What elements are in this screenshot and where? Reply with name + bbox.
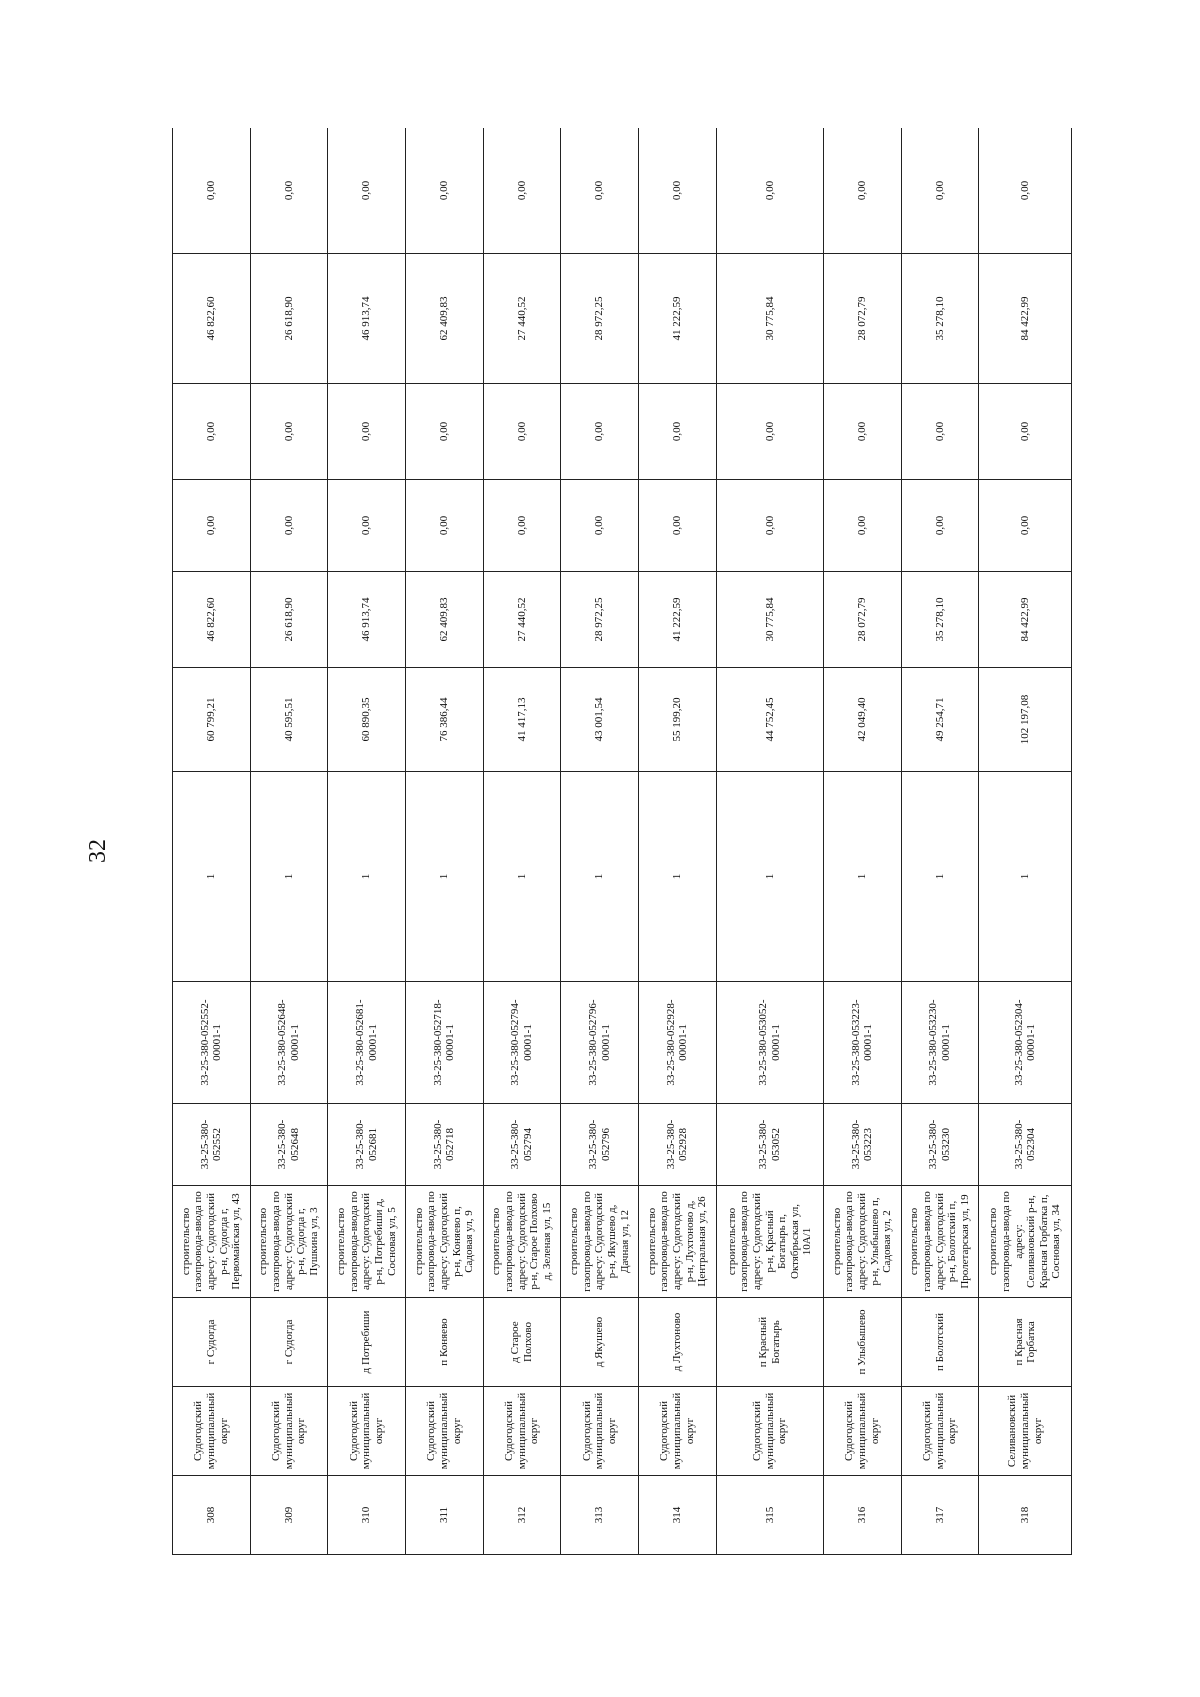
cell-code: 33-25-380-052552-00001-1 xyxy=(173,982,251,1104)
cell-value-1: 0,00 xyxy=(639,480,717,572)
cell-row-number: 315 xyxy=(716,1476,823,1555)
cell-district: Селивановский муниципальный округ xyxy=(979,1387,1072,1476)
cell-value-3: 0,00 xyxy=(250,128,328,254)
cell-locality: г Судогда xyxy=(250,1298,328,1387)
cell-locality: д Лухтоново xyxy=(639,1298,717,1387)
cell-value-2: 0,00 xyxy=(901,384,979,480)
cell-count: 1 xyxy=(328,772,406,982)
table-row xyxy=(250,128,328,1555)
cell-district: Судогодский муниципальный округ xyxy=(716,1387,823,1476)
cell-value-1: 0,00 xyxy=(483,480,561,572)
cell-description: строительство газопровода-ввода по адресу: Судогодский р-н, Судогда г, Первомайская ул, 43 xyxy=(173,1186,251,1298)
cell-count: 1 xyxy=(979,772,1072,982)
table-row xyxy=(328,128,406,1555)
cell-code: 33-25-380-053230-00001-1 xyxy=(901,982,979,1104)
cell-code: 33-25-380-053223-00001-1 xyxy=(824,982,902,1104)
cell-count: 1 xyxy=(250,772,328,982)
cell-code: 33-25-380-052796-00001-1 xyxy=(561,982,639,1104)
cell-amount: 27 440,52 xyxy=(483,572,561,668)
cell-description: строительство газопровода-ввода по адресу: Судогодский р-н, Потребиши д, Сосновая ул, 5 xyxy=(328,1186,406,1298)
cell-value-3: 0,00 xyxy=(328,128,406,254)
cell-amount: 41 222,59 xyxy=(639,572,717,668)
cell-value-2: 0,00 xyxy=(328,384,406,480)
cell-code: 33-25-380-052648-00001-1 xyxy=(250,982,328,1104)
cell-amount-2: 28 972,25 xyxy=(561,254,639,384)
cell-code: 33-25-380-052681-00001-1 xyxy=(328,982,406,1104)
cell-amount-2: 26 618,90 xyxy=(250,254,328,384)
table-row xyxy=(901,128,979,1555)
cell-locality: г Судогда xyxy=(173,1298,251,1387)
cell-code: 33-25-380-053052-00001-1 xyxy=(716,982,823,1104)
page-number: 32 xyxy=(85,839,111,863)
cell-amount-2: 27 440,52 xyxy=(483,254,561,384)
cell-district: Судогодский муниципальный округ xyxy=(250,1387,328,1476)
cell-object-id: 33-25-380-053223 xyxy=(824,1104,902,1186)
cell-description: строительство газопровода-ввода по адресу: Судогодский р-н, Улыбышево п, Садовая ул, 2 xyxy=(824,1186,902,1298)
cell-locality: п Красный Богатырь xyxy=(716,1298,823,1387)
cell-row-number: 312 xyxy=(483,1476,561,1555)
cell-district: Судогодский муниципальный округ xyxy=(483,1387,561,1476)
cell-row-number: 310 xyxy=(328,1476,406,1555)
cell-code: 33-25-380-052794-00001-1 xyxy=(483,982,561,1104)
cell-total-cost: 55 199,20 xyxy=(639,668,717,772)
registry-table-rotated xyxy=(172,128,1072,1555)
cell-row-number: 313 xyxy=(561,1476,639,1555)
cell-value-2: 0,00 xyxy=(250,384,328,480)
cell-value-1: 0,00 xyxy=(406,480,484,572)
cell-value-3: 0,00 xyxy=(824,128,902,254)
cell-object-id: 33-25-380-053230 xyxy=(901,1104,979,1186)
table-row xyxy=(716,128,823,1555)
cell-row-number: 309 xyxy=(250,1476,328,1555)
cell-code: 33-25-380-052304-00001-1 xyxy=(979,982,1072,1104)
cell-row-number: 316 xyxy=(824,1476,902,1555)
cell-count: 1 xyxy=(483,772,561,982)
cell-total-cost: 76 386,44 xyxy=(406,668,484,772)
cell-value-1: 0,00 xyxy=(561,480,639,572)
cell-amount: 35 278,10 xyxy=(901,572,979,668)
cell-value-2: 0,00 xyxy=(716,384,823,480)
cell-total-cost: 41 417,13 xyxy=(483,668,561,772)
cell-row-number: 318 xyxy=(979,1476,1072,1555)
cell-value-2: 0,00 xyxy=(639,384,717,480)
registry-table xyxy=(172,128,1072,1555)
cell-amount-2: 46 913,74 xyxy=(328,254,406,384)
table-row xyxy=(561,128,639,1555)
cell-count: 1 xyxy=(561,772,639,982)
cell-amount-2: 46 822,60 xyxy=(173,254,251,384)
cell-row-number: 311 xyxy=(406,1476,484,1555)
cell-code: 33-25-380-052928-00001-1 xyxy=(639,982,717,1104)
cell-description: строительство газопровода-ввода по адресу: Судогодский р-н, Красный Богатырь п, Октябрьская ул, 10А/1 xyxy=(716,1186,823,1298)
cell-description: строительство газопровода-ввода по адресу: Селивановский р-н, Красная Горбатка п, Сосновая ул, 34 xyxy=(979,1186,1072,1298)
cell-district: Судогодский муниципальный округ xyxy=(639,1387,717,1476)
cell-value-3: 0,00 xyxy=(639,128,717,254)
cell-description: строительство газопровода-ввода по адресу: Судогодский р-н, Старое Полхово д, Зеленая ул, 15 xyxy=(483,1186,561,1298)
cell-value-1: 0,00 xyxy=(250,480,328,572)
cell-code: 33-25-380-052718-00001-1 xyxy=(406,982,484,1104)
cell-value-1: 0,00 xyxy=(173,480,251,572)
cell-row-number: 308 xyxy=(173,1476,251,1555)
table-row xyxy=(483,128,561,1555)
cell-locality: д Старое Полхово xyxy=(483,1298,561,1387)
cell-locality: д Потребиши xyxy=(328,1298,406,1387)
cell-value-2: 0,00 xyxy=(824,384,902,480)
cell-locality: д Якушево xyxy=(561,1298,639,1387)
cell-object-id: 33-25-380-052552 xyxy=(173,1104,251,1186)
cell-count: 1 xyxy=(406,772,484,982)
cell-total-cost: 60 799,21 xyxy=(173,668,251,772)
cell-description: строительство газопровода-ввода по адресу: Судогодский р-н, Якушево д, Дачная ул, 12 xyxy=(561,1186,639,1298)
table-row xyxy=(406,128,484,1555)
cell-amount: 28 972,25 xyxy=(561,572,639,668)
cell-count: 1 xyxy=(901,772,979,982)
cell-row-number: 314 xyxy=(639,1476,717,1555)
table-row xyxy=(639,128,717,1555)
cell-district: Судогодский муниципальный округ xyxy=(901,1387,979,1476)
cell-locality: п Коняево xyxy=(406,1298,484,1387)
cell-amount-2: 41 222,59 xyxy=(639,254,717,384)
cell-district: Судогодский муниципальный округ xyxy=(328,1387,406,1476)
cell-total-cost: 102 197,08 xyxy=(979,668,1072,772)
cell-locality: п Красная Горбатка xyxy=(979,1298,1072,1387)
cell-amount: 30 775,84 xyxy=(716,572,823,668)
cell-total-cost: 49 254,71 xyxy=(901,668,979,772)
cell-amount: 84 422,99 xyxy=(979,572,1072,668)
cell-value-1: 0,00 xyxy=(901,480,979,572)
cell-row-number: 317 xyxy=(901,1476,979,1555)
cell-object-id: 33-25-380-052718 xyxy=(406,1104,484,1186)
cell-district: Судогодский муниципальный округ xyxy=(561,1387,639,1476)
cell-value-2: 0,00 xyxy=(173,384,251,480)
cell-count: 1 xyxy=(716,772,823,982)
cell-value-3: 0,00 xyxy=(716,128,823,254)
cell-value-3: 0,00 xyxy=(901,128,979,254)
cell-count: 1 xyxy=(639,772,717,982)
cell-value-1: 0,00 xyxy=(824,480,902,572)
cell-locality: п Болотский xyxy=(901,1298,979,1387)
cell-value-3: 0,00 xyxy=(483,128,561,254)
cell-value-2: 0,00 xyxy=(406,384,484,480)
cell-amount: 62 409,83 xyxy=(406,572,484,668)
table-row xyxy=(173,128,251,1555)
cell-amount: 46 913,74 xyxy=(328,572,406,668)
cell-value-3: 0,00 xyxy=(173,128,251,254)
cell-count: 1 xyxy=(173,772,251,982)
cell-description: строительство газопровода-ввода по адресу: Судогодский р-н, Коняево п, Садовая ул, 9 xyxy=(406,1186,484,1298)
cell-value-3: 0,00 xyxy=(561,128,639,254)
cell-description: строительство газопровода-ввода по адресу: Судогодский р-н, Болотский п, Пролетарская ул, 19 xyxy=(901,1186,979,1298)
cell-object-id: 33-25-380-052928 xyxy=(639,1104,717,1186)
cell-count: 1 xyxy=(824,772,902,982)
cell-object-id: 33-25-380-052304 xyxy=(979,1104,1072,1186)
cell-description: строительство газопровода-ввода по адресу: Судогодский р-н, Судогда г, Пушкина ул, 3 xyxy=(250,1186,328,1298)
cell-value-2: 0,00 xyxy=(979,384,1072,480)
cell-value-3: 0,00 xyxy=(979,128,1072,254)
cell-value-2: 0,00 xyxy=(483,384,561,480)
cell-object-id: 33-25-380-053052 xyxy=(716,1104,823,1186)
cell-object-id: 33-25-380-052794 xyxy=(483,1104,561,1186)
cell-object-id: 33-25-380-052796 xyxy=(561,1104,639,1186)
cell-district: Судогодский муниципальный округ xyxy=(406,1387,484,1476)
cell-total-cost: 40 595,51 xyxy=(250,668,328,772)
table-body xyxy=(173,128,1072,1555)
cell-amount-2: 84 422,99 xyxy=(979,254,1072,384)
cell-amount-2: 28 072,79 xyxy=(824,254,902,384)
cell-amount-2: 62 409,83 xyxy=(406,254,484,384)
table-row xyxy=(979,128,1072,1555)
cell-value-1: 0,00 xyxy=(716,480,823,572)
cell-description: строительство газопровода-ввода по адресу: Судогодский р-н, Лухтоново д, Центральная ул, 26 xyxy=(639,1186,717,1298)
cell-value-1: 0,00 xyxy=(328,480,406,572)
cell-amount: 46 822,60 xyxy=(173,572,251,668)
cell-district: Судогодский муниципальный округ xyxy=(173,1387,251,1476)
registry-table-container xyxy=(172,128,1072,1555)
cell-amount: 28 072,79 xyxy=(824,572,902,668)
table-row xyxy=(824,128,902,1555)
cell-total-cost: 42 049,40 xyxy=(824,668,902,772)
cell-value-1: 0,00 xyxy=(979,480,1072,572)
cell-amount-2: 30 775,84 xyxy=(716,254,823,384)
cell-locality: п Улыбышево xyxy=(824,1298,902,1387)
cell-district: Судогодский муниципальный округ xyxy=(824,1387,902,1476)
cell-total-cost: 60 890,35 xyxy=(328,668,406,772)
cell-value-3: 0,00 xyxy=(406,128,484,254)
cell-total-cost: 43 001,54 xyxy=(561,668,639,772)
cell-total-cost: 44 752,45 xyxy=(716,668,823,772)
cell-amount: 26 618,90 xyxy=(250,572,328,668)
cell-value-2: 0,00 xyxy=(561,384,639,480)
cell-object-id: 33-25-380-052648 xyxy=(250,1104,328,1186)
cell-amount-2: 35 278,10 xyxy=(901,254,979,384)
cell-object-id: 33-25-380-052681 xyxy=(328,1104,406,1186)
